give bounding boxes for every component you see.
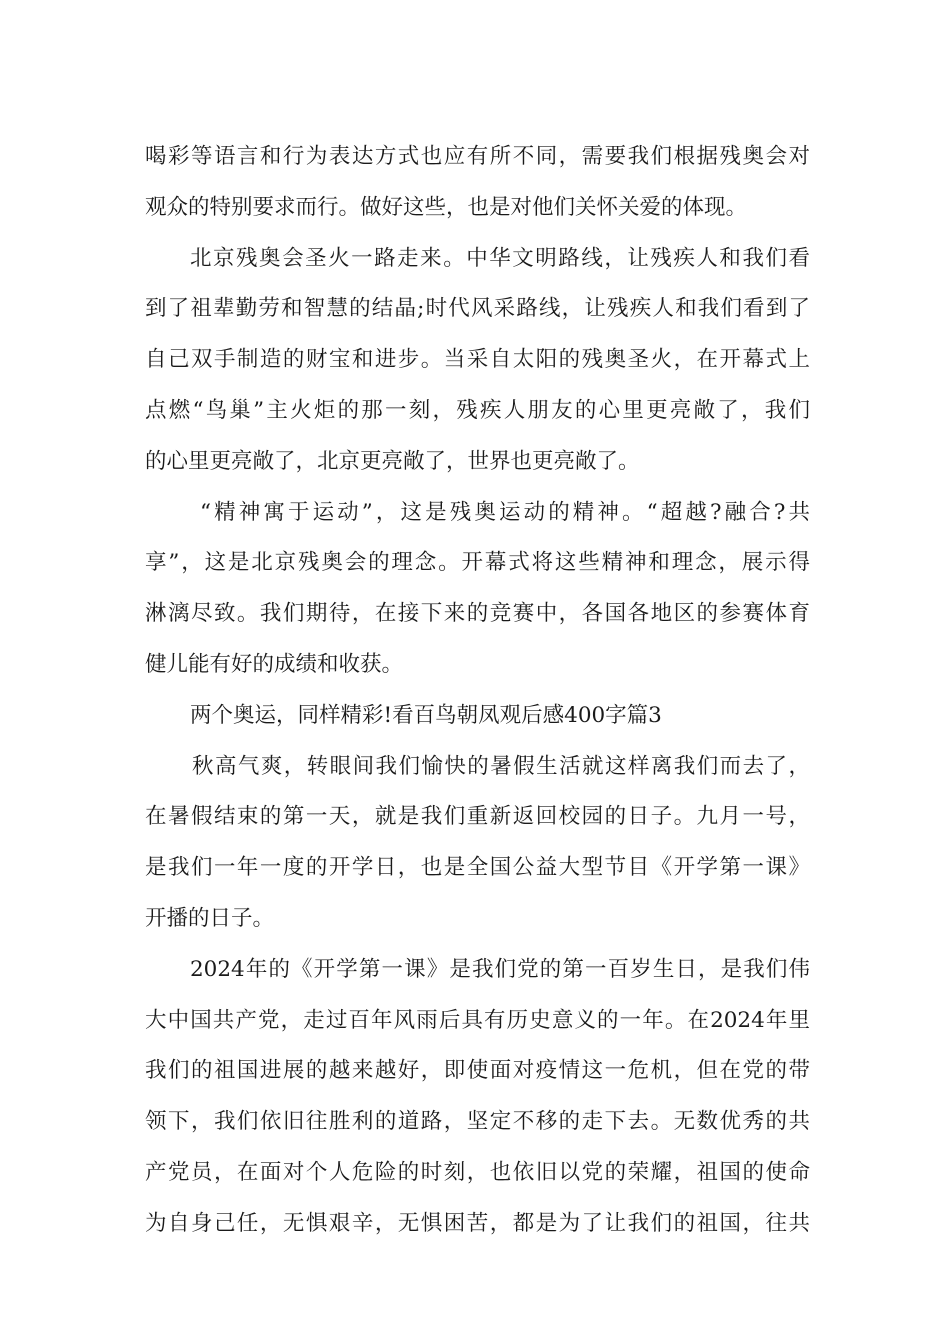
text-line: 为自身己任，无惧艰辛，无惧困苦，都是为了让我们的祖国，往共 [145,1210,810,1236]
text-line: 2024年的《开学第一课》是我们党的第一百岁生日，是我们伟 [190,956,810,982]
text-line: 是我们一年一度的开学日，也是全国公益大型节目《开学第一课》 [145,855,810,881]
document-body [145,132,810,1250]
text-line: 享”，这是北京残奥会的理念。开幕式将这些精神和理念，展示得 [145,550,810,576]
text-line: 点燃“鸟巢”主火炬的那一刻，残疾人朋友的心里更亮敞了，我们 [145,397,810,423]
text-line: 我们的祖国进展的越来越好，即使面对疫情这一危机，但在党的带 [145,1058,810,1084]
text-line: 的心里更亮敞了，北京更亮敞了，世界也更亮敞了。 [145,448,640,474]
text-line: 喝彩等语言和行为表达方式也应有所不同，需要我们根据残奥会对 [145,144,810,169]
text-line: 到了祖辈勤劳和智慧的结晶;时代风采路线，让残疾人和我们看到了 [145,296,810,322]
text-line: 产党员，在面对个人危险的时刻，也依旧以党的荣耀，祖国的使命 [145,1159,810,1185]
text-line: 淋漓尽致。我们期待，在接下来的竞赛中，各国各地区的参赛体育 [145,601,810,627]
text-line: 开播的日子。 [145,905,275,931]
text-line: 大中国共产党，走过百年风雨后具有历史意义的一年。在2024年里 [145,1007,810,1033]
text-line: 北京残奥会圣火一路走来。中华文明路线，让残疾人和我们看 [190,245,810,271]
text-line: 自己双手制造的财宝和进步。当采自太阳的残奥圣火，在开幕式上 [145,347,810,373]
text-line: 观众的特别要求而行。做好这些，也是对他们关怀关爱的体现。 [145,194,748,220]
text-line: “精神寓于运动”，这是残奥运动的精神。“超越?融合?共 [200,499,810,525]
text-line: 健儿能有好的成绩和收获。 [145,651,404,677]
text-line: 秋高气爽，转眼间我们愉快的暑假生活就这样离我们而去了， [192,753,810,779]
text-line: 在暑假结束的第一天，就是我们重新返回校园的日子。九月一号， [145,804,810,830]
text-line: 领下，我们依旧往胜利的道路，坚定不移的走下去。无数优秀的共 [145,1109,810,1135]
text-line: 两个奥运，同样精彩!看百鸟朝凤观后感400字篇3 [190,702,662,728]
